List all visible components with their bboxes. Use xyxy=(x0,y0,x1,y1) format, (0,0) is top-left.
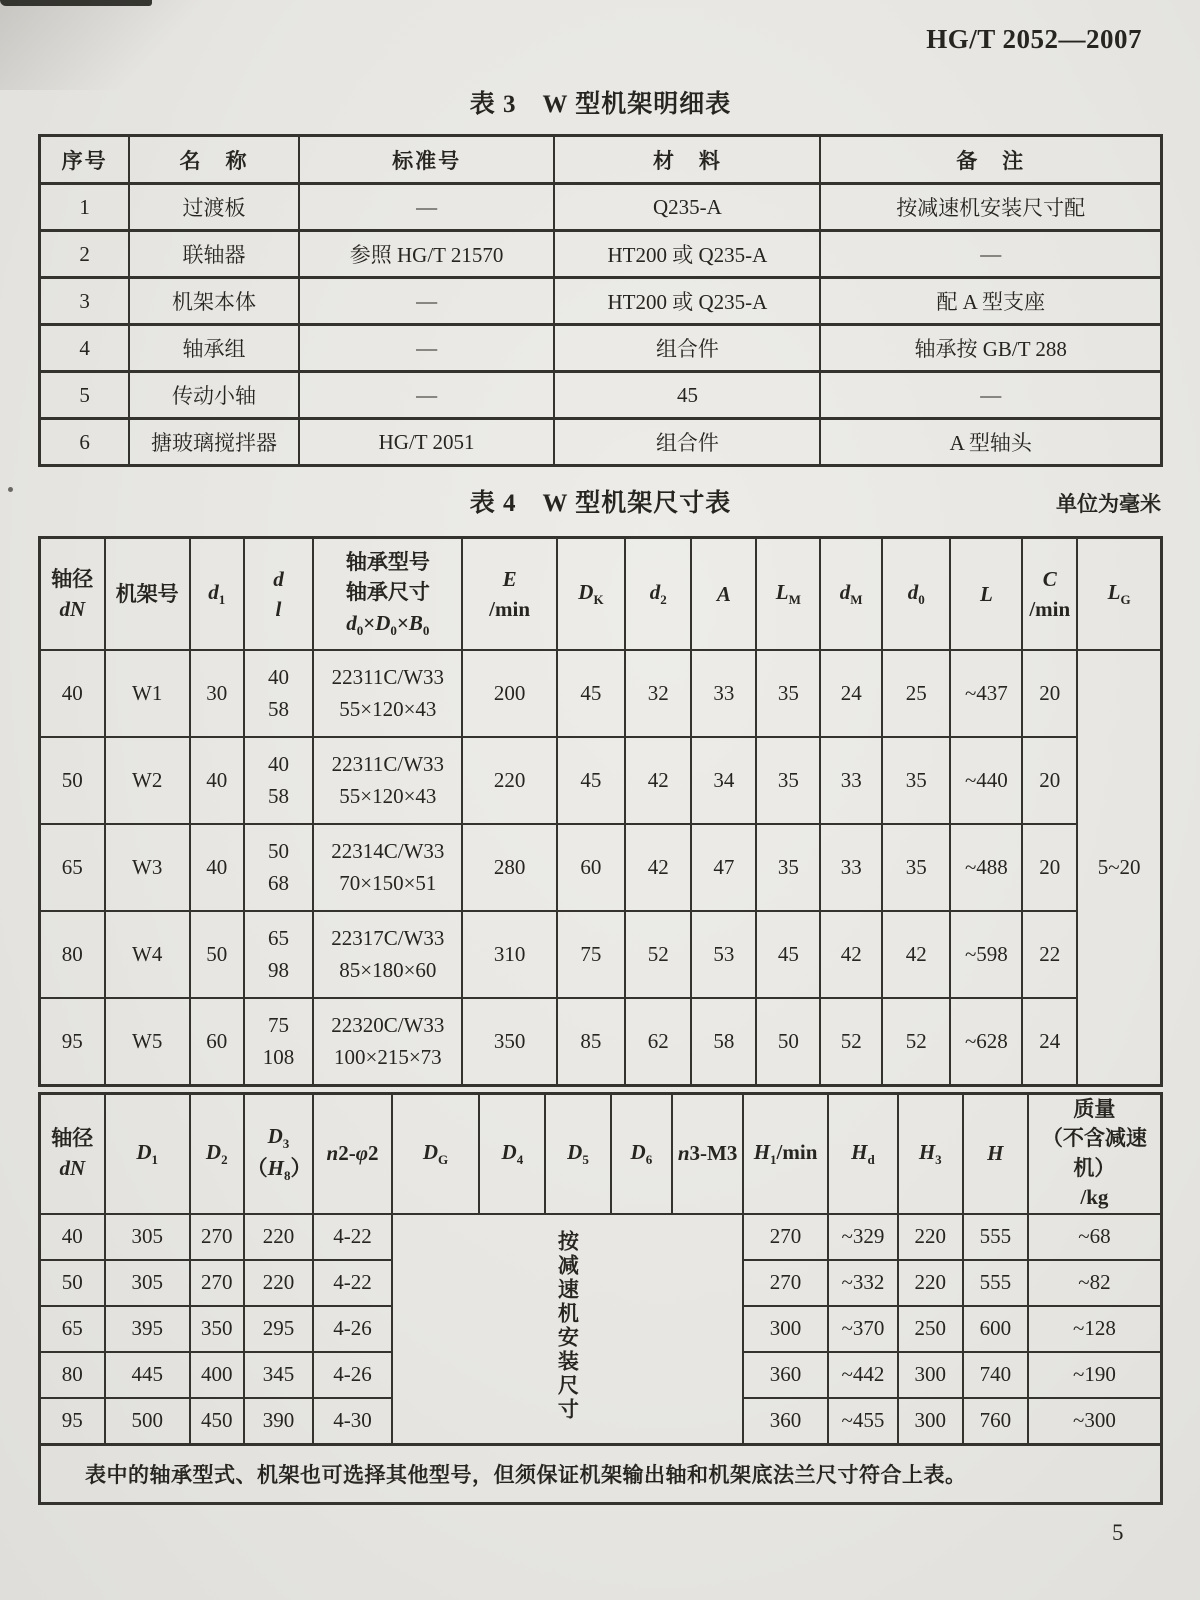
table-cell: 40 xyxy=(190,824,244,911)
table-cell: 350 xyxy=(462,998,556,1086)
table-row xyxy=(40,184,1162,231)
table-cell: 配 A 型支座 xyxy=(820,278,1161,325)
table-cell: 360 xyxy=(743,1352,828,1398)
table-cell: 75 xyxy=(557,911,625,998)
table-cell: 305 xyxy=(105,1214,190,1260)
table-row xyxy=(40,650,1162,737)
header-cell: $D_2$ xyxy=(190,1094,244,1214)
header-cell: E /min xyxy=(462,538,556,651)
table-cell: ~440 xyxy=(950,737,1022,824)
header-cell: $D_K$ xyxy=(557,538,625,651)
table-cell: ~442 xyxy=(828,1352,898,1398)
table-cell: 60 xyxy=(557,824,625,911)
table-cell: ~300 xyxy=(1028,1398,1162,1445)
header-cell: $D_4$ xyxy=(479,1094,545,1214)
table-cell: 220 xyxy=(244,1214,314,1260)
table-cell: ~190 xyxy=(1028,1352,1162,1398)
table-cell: 4-26 xyxy=(313,1306,392,1352)
table-cell: 65 98 xyxy=(244,911,314,998)
table-cell: 500 xyxy=(105,1398,190,1445)
table-cell: 机架本体 xyxy=(129,278,298,325)
table-row xyxy=(40,1214,1162,1260)
table-cell: 200 xyxy=(462,650,556,737)
header-cell: $d_M$ xyxy=(820,538,882,651)
table-cell: 传动小轴 xyxy=(129,372,298,419)
table-cell: 50 xyxy=(190,911,244,998)
table-cell: ~628 xyxy=(950,998,1022,1086)
table-cell: 50 xyxy=(756,998,820,1086)
table-cell: 3 xyxy=(40,278,130,325)
table-cell: 85 xyxy=(557,998,625,1086)
table-cell: 52 xyxy=(882,998,950,1086)
header-cell: $L_G$ xyxy=(1077,538,1161,651)
header-cell: $D_G$ xyxy=(392,1094,480,1214)
header-cell: 材 料 xyxy=(554,136,820,184)
table-cell: ~437 xyxy=(950,650,1022,737)
scan-shadow-artifact xyxy=(0,0,260,90)
table-cell: W3 xyxy=(105,824,190,911)
table-cell: W1 xyxy=(105,650,190,737)
table-cell: ~82 xyxy=(1028,1260,1162,1306)
table3-header-row xyxy=(40,136,1162,184)
header-cell: 标准号 xyxy=(299,136,555,184)
table-cell: 34 xyxy=(691,737,756,824)
table-cell: 32 xyxy=(625,650,691,737)
table-cell: 95 xyxy=(40,1398,105,1445)
table-cell: 6 xyxy=(40,419,130,466)
table-cell: 4-30 xyxy=(313,1398,392,1445)
table-cell: ~370 xyxy=(828,1306,898,1352)
table-row xyxy=(40,372,1162,419)
table-cell: 360 xyxy=(743,1398,828,1445)
table-cell: 270 xyxy=(190,1260,244,1306)
table-cell: 35 xyxy=(882,824,950,911)
header-cell: $L_M$ xyxy=(756,538,820,651)
table-cell: 220 xyxy=(898,1260,963,1306)
header-cell: 备 注 xyxy=(820,136,1161,184)
table-row xyxy=(40,419,1162,466)
table-cell: HG/T 2051 xyxy=(299,419,555,466)
table-cell: 35 xyxy=(756,737,820,824)
table-cell: ~128 xyxy=(1028,1306,1162,1352)
table-cell: 45 xyxy=(557,650,625,737)
header-cell: d l xyxy=(244,538,314,651)
header-cell: 轴承型号 轴承尺寸 $d_0\times D_0\times B_0$ xyxy=(313,538,462,651)
table-cell: 220 xyxy=(462,737,556,824)
table-cell: 350 xyxy=(190,1306,244,1352)
table-cell: ~329 xyxy=(828,1214,898,1260)
table-cell: 20 xyxy=(1022,737,1077,824)
table4-footnote-row xyxy=(40,1444,1162,1503)
table-cell: 450 xyxy=(190,1398,244,1445)
table-cell: 600 xyxy=(963,1306,1028,1352)
table-cell: 22320C/W33 100×215×73 xyxy=(313,998,462,1086)
vertical-note-text: 按减速机安装尺寸 xyxy=(555,1229,580,1422)
table-cell: 22314C/W33 70×150×51 xyxy=(313,824,462,911)
table-cell: 4-26 xyxy=(313,1352,392,1398)
header-cell: A xyxy=(691,538,756,651)
table-cell: 42 xyxy=(820,911,882,998)
table-cell: 33 xyxy=(820,824,882,911)
table-cell: 35 xyxy=(756,824,820,911)
header-cell: 序号 xyxy=(40,136,130,184)
header-cell: $H_d$ xyxy=(828,1094,898,1214)
table-cell: — xyxy=(820,231,1161,278)
table-cell: 300 xyxy=(743,1306,828,1352)
table-cell: — xyxy=(299,184,555,231)
table-cell: 35 xyxy=(756,650,820,737)
table-cell: 45 xyxy=(756,911,820,998)
table-cell: ~332 xyxy=(828,1260,898,1306)
table-cell: HT200 或 Q235-A xyxy=(554,278,820,325)
table-cell: 20 xyxy=(1022,650,1077,737)
table-cell: 42 xyxy=(625,737,691,824)
table-cell: 390 xyxy=(244,1398,314,1445)
header-cell: $D_6$ xyxy=(611,1094,673,1214)
table-cell: 300 xyxy=(898,1352,963,1398)
table4-caption xyxy=(38,488,1163,520)
table-cell: 555 xyxy=(963,1214,1028,1260)
header-cell: 机架号 xyxy=(105,538,190,651)
table-cell: — xyxy=(299,325,555,372)
table-cell: 25 xyxy=(882,650,950,737)
header-cell: $d_1$ xyxy=(190,538,244,651)
table-cell: 445 xyxy=(105,1352,190,1398)
table-cell: 5 xyxy=(40,372,130,419)
table-cell: 65 xyxy=(40,824,105,911)
table-cell: 22 xyxy=(1022,911,1077,998)
table-cell: 40 58 xyxy=(244,650,314,737)
table-cell: 52 xyxy=(625,911,691,998)
scan-dot-artifact xyxy=(8,487,13,492)
table-cell: W5 xyxy=(105,998,190,1086)
table-cell: — xyxy=(299,278,555,325)
table-cell: 555 xyxy=(963,1260,1028,1306)
table-cell: 24 xyxy=(820,650,882,737)
header-cell: 轴径 dN xyxy=(40,538,105,651)
table-cell: 4 xyxy=(40,325,130,372)
table-cell: 80 xyxy=(40,1352,105,1398)
table-cell: 40 xyxy=(190,737,244,824)
table-cell: W4 xyxy=(105,911,190,998)
table-cell: ~455 xyxy=(828,1398,898,1445)
table-cell: ~598 xyxy=(950,911,1022,998)
table-cell: 62 xyxy=(625,998,691,1086)
table-cell: 参照 HG/T 21570 xyxy=(299,231,555,278)
table-cell: 组合件 xyxy=(554,419,820,466)
table-cell: 300 xyxy=(898,1398,963,1445)
table-cell: 47 xyxy=(691,824,756,911)
table-cell: 24 xyxy=(1022,998,1077,1086)
table-cell: 1 xyxy=(40,184,130,231)
header-cell: $d_2$ xyxy=(625,538,691,651)
unit-note: 单位为毫米 xyxy=(1056,492,1161,516)
table-cell: 95 xyxy=(40,998,105,1086)
table-cell: 740 xyxy=(963,1352,1028,1398)
table-row xyxy=(40,737,1162,824)
table4-footnote: 表中的轴承型式、机架也可选择其他型号，但须保证机架输出轴和机架底法兰尺寸符合上表。 xyxy=(40,1444,1162,1503)
table-cell: 20 xyxy=(1022,824,1077,911)
table-cell: 220 xyxy=(244,1260,314,1306)
table-cell: 按减速机安装尺寸配 xyxy=(820,184,1161,231)
table-cell: 65 xyxy=(40,1306,105,1352)
merged-reducer-note-cell xyxy=(392,1214,743,1445)
table-cell: 50 68 xyxy=(244,824,314,911)
table-cell: 52 xyxy=(820,998,882,1086)
header-cell: C /min xyxy=(1022,538,1077,651)
table-row xyxy=(40,325,1162,372)
table-cell: 50 xyxy=(40,1260,105,1306)
header-cell: n2-φ2 xyxy=(313,1094,392,1214)
table-cell: 轴承按 GB/T 288 xyxy=(820,325,1161,372)
header-cell: $d_0$ xyxy=(882,538,950,651)
table-cell: 组合件 xyxy=(554,325,820,372)
table-cell: 联轴器 xyxy=(129,231,298,278)
scan-edge-artifact xyxy=(0,0,152,6)
table-cell: 4-22 xyxy=(313,1260,392,1306)
table-cell: 270 xyxy=(190,1214,244,1260)
table-cell: 75 108 xyxy=(244,998,314,1086)
page-content xyxy=(38,84,1163,1505)
table-cell: 270 xyxy=(743,1214,828,1260)
header-cell: L xyxy=(950,538,1022,651)
table-cell: HT200 或 Q235-A xyxy=(554,231,820,278)
table-cell: 50 xyxy=(40,737,105,824)
table-cell: 2 xyxy=(40,231,130,278)
table-cell: 22317C/W33 85×180×60 xyxy=(313,911,462,998)
table-cell: Q235-A xyxy=(554,184,820,231)
table4-title: 表 4 W 型机架尺寸表 xyxy=(469,490,732,517)
table-cell: 45 xyxy=(557,737,625,824)
table-row xyxy=(40,998,1162,1086)
table-cell: 760 xyxy=(963,1398,1028,1445)
table4-upper-header-row xyxy=(40,538,1162,651)
table-cell: 295 xyxy=(244,1306,314,1352)
table-row xyxy=(40,278,1162,325)
header-cell: H xyxy=(963,1094,1028,1214)
standard-number: HG/T 2052—2007 xyxy=(926,24,1142,54)
header-cell: $D_3$ $(H_8)$ xyxy=(244,1094,314,1214)
table-cell: 53 xyxy=(691,911,756,998)
table-cell: 4-22 xyxy=(313,1214,392,1260)
header-cell: 质量 （不含减速机） /kg xyxy=(1028,1094,1162,1214)
table-row xyxy=(40,824,1162,911)
page-number: 5 xyxy=(1112,1520,1124,1545)
table-cell: 35 xyxy=(882,737,950,824)
table-cell: 搪玻璃搅拌器 xyxy=(129,419,298,466)
header-cell: n3-M3 xyxy=(672,1094,743,1214)
table-row xyxy=(40,911,1162,998)
table-cell: 22311C/W33 55×120×43 xyxy=(313,650,462,737)
merged-lg-cell: 5~20 xyxy=(1077,650,1161,1086)
header-cell: $H_1/\min$ xyxy=(743,1094,828,1214)
table4-dimensions-upper xyxy=(38,536,1163,1087)
table3-parts-list xyxy=(38,134,1163,467)
table-cell: 40 58 xyxy=(244,737,314,824)
table-cell: 33 xyxy=(820,737,882,824)
table-cell: 280 xyxy=(462,824,556,911)
table-cell: 45 xyxy=(554,372,820,419)
table4-dimensions-lower xyxy=(38,1092,1163,1505)
table-cell: — xyxy=(299,372,555,419)
table-cell: 395 xyxy=(105,1306,190,1352)
table-cell: 22311C/W33 55×120×43 xyxy=(313,737,462,824)
table-cell: 40 xyxy=(40,1214,105,1260)
header-cell: $H_3$ xyxy=(898,1094,963,1214)
table-cell: 80 xyxy=(40,911,105,998)
table-cell: 270 xyxy=(743,1260,828,1306)
table-cell: 345 xyxy=(244,1352,314,1398)
header-cell: $D_5$ xyxy=(545,1094,610,1214)
table-cell: 轴承组 xyxy=(129,325,298,372)
table-cell: A 型轴头 xyxy=(820,419,1161,466)
header-cell: $D_1$ xyxy=(105,1094,190,1214)
table-cell: 250 xyxy=(898,1306,963,1352)
table-cell: 400 xyxy=(190,1352,244,1398)
table-cell: 58 xyxy=(691,998,756,1086)
table-cell: 30 xyxy=(190,650,244,737)
table-cell: W2 xyxy=(105,737,190,824)
table-cell: ~488 xyxy=(950,824,1022,911)
table-row xyxy=(40,231,1162,278)
table4-lower-header-row xyxy=(40,1094,1162,1214)
table-cell: 过渡板 xyxy=(129,184,298,231)
table-cell: 305 xyxy=(105,1260,190,1306)
table-cell: 33 xyxy=(691,650,756,737)
table3-title: 表 3 W 型机架明细表 xyxy=(469,91,732,118)
table-cell: 42 xyxy=(625,824,691,911)
header-cell: 名 称 xyxy=(129,136,298,184)
table-cell: — xyxy=(820,372,1161,419)
table-cell: 40 xyxy=(40,650,105,737)
header-cell: 轴径 dN xyxy=(40,1094,105,1214)
table-cell: 60 xyxy=(190,998,244,1086)
table-cell: ~68 xyxy=(1028,1214,1162,1260)
table-cell: 220 xyxy=(898,1214,963,1260)
table-cell: 42 xyxy=(882,911,950,998)
table-cell: 310 xyxy=(462,911,556,998)
